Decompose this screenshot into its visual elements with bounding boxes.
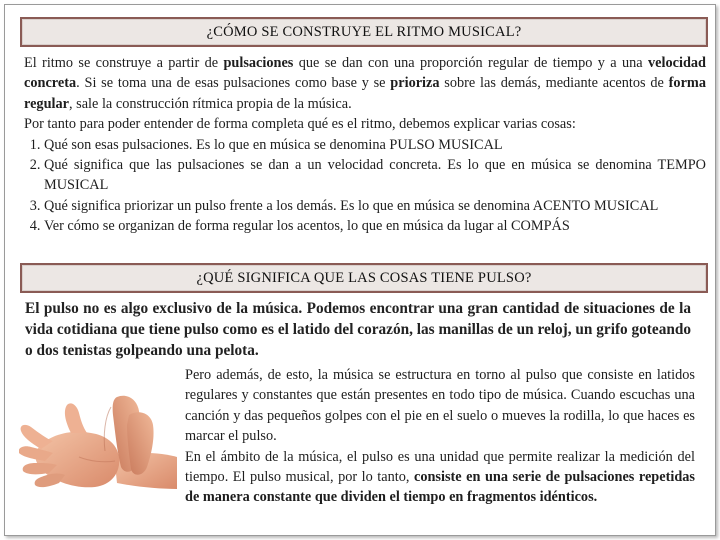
list-item: 3. Qué significa priorizar un pulso frente a los demás. Es lo que en música se denomina ACENTO MUSICAL [44, 196, 706, 216]
bold-term: forma regular [24, 75, 706, 112]
section-title-banner [20, 263, 708, 293]
intro-lead: Por tanto para poder entender de forma completa qué es el ritmo, debemos explicar varias cosas: [24, 116, 576, 133]
section-title-banner [20, 17, 708, 47]
bold-term: pulsaciones [223, 55, 294, 71]
list-item: 2. Qué significa que las pulsaciones se dan a un velocidad concreta. Es lo que en música se denomina TEMPO MUSICAL [44, 155, 706, 196]
concept-list [24, 135, 706, 237]
bold-term: velocidad concreta [24, 55, 706, 92]
list-item: 1. Qué son esas pulsaciones. Es lo que en música se denomina PULSO MUSICAL [44, 135, 706, 155]
bold-paragraph: El pulso no es algo exclusivo de la música. Podemos encontrar una gran cantidad de situaciones de la vida cotidiana que tiene pulso como es el latido del corazón, las manillas de un reloj, un grifo goteando o dos tenistas golpeando una pelota. [25, 300, 692, 359]
text-run: que se dan con una proporción regular de tiempo y a una [293, 55, 649, 71]
intro-block [24, 53, 706, 237]
list-item: 4. Ver cómo se organizan de forma regular los acentos, lo que en música da lugar al COMPÁS [44, 216, 706, 236]
bold-term: prioriza [390, 75, 440, 92]
section-title: ¿QUÉ SIGNIFICA QUE LAS COSAS TIENE PULSO? [196, 270, 532, 286]
section-title: ¿CÓMO SE CONSTRUYE EL RITMO MUSICAL? [206, 24, 522, 40]
slide [4, 4, 716, 536]
text-run: El ritmo se construye a partir de [24, 55, 224, 71]
text-run: En el ámbito de la música, el pulso es una unidad que permite realizar la medición del tiempo. El pulso musical, por lo tanto, [185, 448, 695, 486]
pulse-paragraph: Pero además, de esto, la música se estructura en torno al pulso que consiste en latidos regulares y constantes que están presentes en todo tipo de música. Cuando escuchas una canción y das pequeños golpes con el pie en el suelo o mueves la rodilla, lo que haces es marcar el pulso. [185, 367, 695, 445]
bold-term: consiste en una serie de pulsaciones repetidas de manera constante que dividen el tiempo en fragmentos idénticos. [185, 469, 696, 506]
intro-paragraph [24, 53, 706, 114]
text-run: . Si se toma una de esas pulsaciones como base y se [76, 75, 391, 92]
pulse-explanation [185, 365, 695, 508]
text-run: , sale la construcción rítmica propia de la música. [69, 95, 352, 112]
pulse-definition [185, 447, 695, 508]
text-run: sobre las demás, mediante acentos de [439, 75, 669, 92]
hand-pulse-illustration [19, 377, 177, 515]
